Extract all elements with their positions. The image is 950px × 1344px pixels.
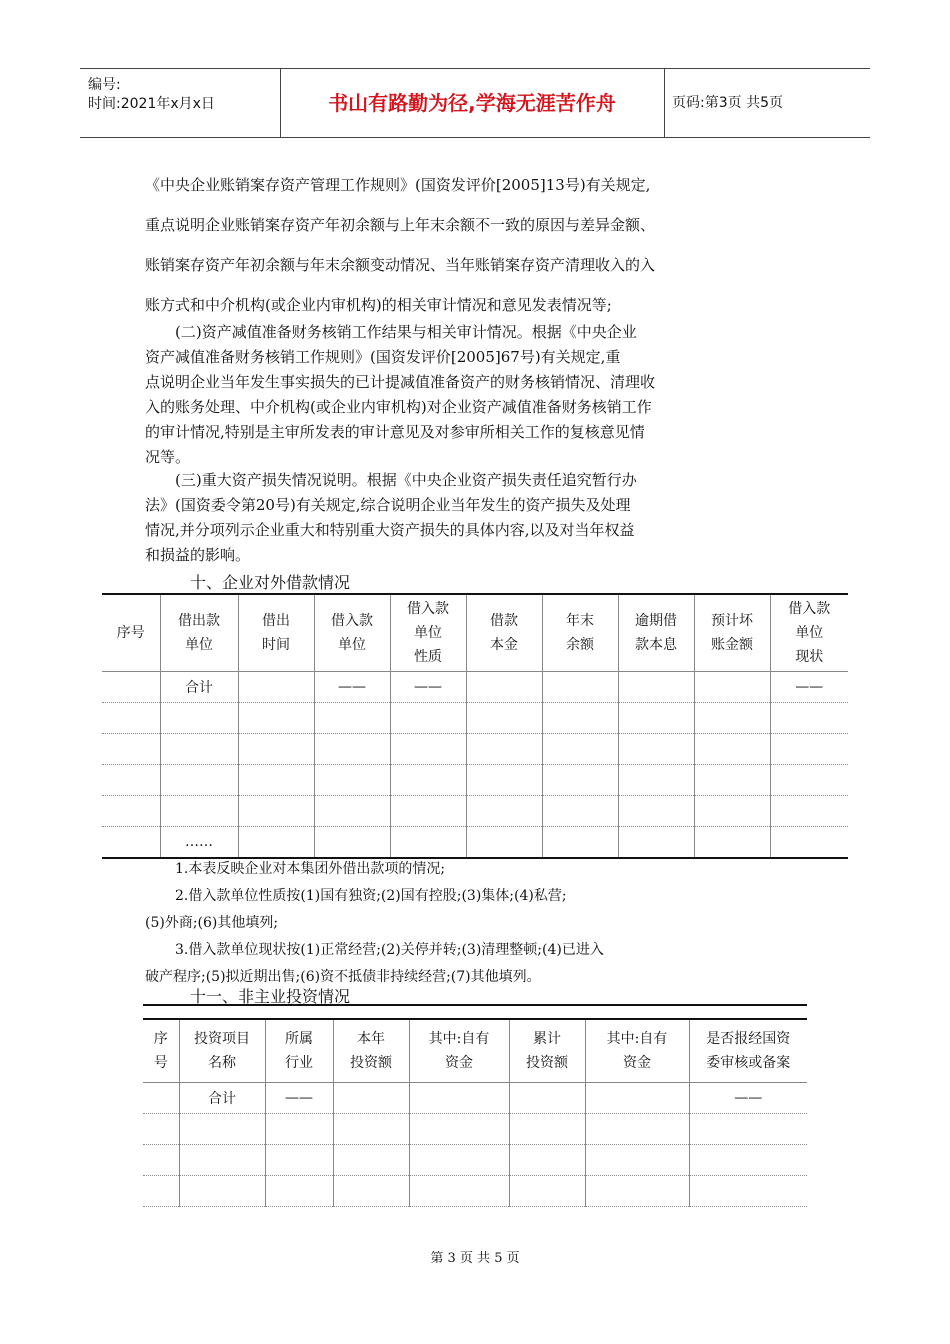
table-cell [694,703,770,734]
column-header [542,594,618,672]
table-row [102,672,848,703]
table-cell [694,765,770,796]
column-header [618,594,694,672]
table-cell [694,734,770,765]
table-cell [333,1176,409,1207]
table-cell [542,703,618,734]
table-cell [466,827,542,859]
table-cell [509,1114,585,1145]
table-cell [102,827,160,859]
table-row [102,796,848,827]
p1-line-1: 《中央企业账销案存资产管理工作规则》(国资发评价[2005]13号)有关规定, [145,176,651,194]
section-11-rule [143,1004,807,1006]
table-cell: —— [265,1083,333,1114]
column-header-line: 款本息 [635,637,677,653]
column-header-line: 行业 [285,1055,313,1071]
table-cell [542,765,618,796]
section-11-title: 十一、非主业投资情况 [190,987,351,1006]
table-cell [770,734,848,765]
table-cell [102,765,160,796]
table-cell [509,1145,585,1176]
column-header [143,1019,179,1083]
p1-line-4: 账方式和中介机构(或企业内审机构)的相关审计情况和意见发表情况等; [145,296,612,314]
table-row [143,1083,807,1114]
column-header [160,594,238,672]
table-cell: —— [390,672,466,703]
table-cell [314,765,390,796]
column-header [509,1019,585,1083]
table-cell [618,827,694,859]
column-header-line: 借入款 [331,613,373,629]
table-cell [333,1083,409,1114]
table-cell [509,1083,585,1114]
column-header-line: 累计 [533,1031,561,1047]
column-header [238,594,314,672]
column-header [694,594,770,672]
p3-line-4: 和损益的影响。 [145,546,251,564]
table-cell [179,1114,265,1145]
column-header-line: 是否报经国资 [706,1031,791,1047]
table-cell [143,1145,179,1176]
column-header-line: 时间 [262,637,290,653]
table-cell [390,796,466,827]
p2-line-5: 的审计情况,特别是主审所发表的审计意见及对参审所相关工作的复核意见情 [145,423,645,441]
column-header-line: 名称 [208,1055,236,1071]
external-loans-table [102,593,848,859]
column-header-line: 年末 [566,613,594,629]
p3-line-3: 情况,并分项列示企业重大和特别重大资产损失的具体内容,以及对当年权益 [145,521,635,539]
table-cell: 合计 [179,1083,265,1114]
note-1: 1.本表反映企业对本集团外借出款项的情况; [175,861,446,877]
column-header-line: 预计坏 [711,613,753,629]
column-header-line: 投资项目 [194,1031,250,1047]
note-3: 3.借入款单位现状按(1)正常经营;(2)关停并转;(3)清理整顿;(4)已进入 [175,942,604,958]
column-header [409,1019,509,1083]
table-cell [542,827,618,859]
table-cell [390,734,466,765]
column-header [102,594,160,672]
table-cell [143,1083,179,1114]
table-cell [143,1176,179,1207]
p2-line-1: (二)资产减值准备财务核销工作结果与相关审计情况。根据《中央企业 [175,323,637,341]
table-cell [466,703,542,734]
table-cell [542,734,618,765]
column-header-line: 借出款 [178,613,220,629]
column-header-line: 本金 [490,637,518,653]
p2-line-3: 点说明企业当年发生事实损失的已计提减值准备资产的财务核销情况、清理收 [145,373,656,391]
column-header [333,1019,409,1083]
table-cell [390,703,466,734]
table-header-row [102,594,848,672]
table-cell [585,1114,689,1145]
column-header [689,1019,807,1083]
table-cell [102,796,160,827]
table-row [102,734,848,765]
table-notes [145,856,825,991]
column-header-line: 单位 [414,625,442,641]
table-cell [409,1145,509,1176]
column-header-line: 单位 [185,637,213,653]
column-header [179,1019,265,1083]
column-header-line: 其中:自有 [606,1031,668,1047]
table-cell [238,765,314,796]
table-cell [585,1145,689,1176]
table-row [102,703,848,734]
column-header-line: 现状 [795,649,824,665]
table-cell [143,1114,179,1145]
table-cell [238,734,314,765]
column-header-line: 单位 [795,625,824,641]
column-header-line: 资金 [623,1055,651,1071]
column-header-line: 资金 [445,1055,473,1071]
column-header [314,594,390,672]
p1-line-2: 重点说明企业账销案存资产年初余额与上年末余额不一致的原因与差异金额、 [145,216,656,234]
table-row [143,1114,807,1145]
p1-line-3: 账销案存资产年初余额与年末余额变动情况、当年账销案存资产清理收入的入 [145,256,656,274]
column-header-line: 所属 [285,1031,313,1047]
table-cell [102,734,160,765]
column-header-line: 借出 [262,613,290,629]
table-cell [409,1176,509,1207]
column-header-line: 委审核或备案 [706,1055,791,1071]
column-header [770,594,848,672]
paragraph-2 [145,320,825,470]
column-header-line: 单位 [338,637,366,653]
column-header-line: 序 [153,1031,168,1047]
column-header-line: 本年 [357,1031,385,1047]
column-header-line: 借入款 [788,601,831,617]
table-cell [238,827,314,859]
table-cell [689,1145,807,1176]
table-cell [160,703,238,734]
table-cell [160,796,238,827]
table-row [102,827,848,859]
note-2-cont: (5)外商;(6)其他填列; [145,915,279,931]
table-cell [618,734,694,765]
table-cell [238,703,314,734]
table-cell [390,765,466,796]
table-cell [314,827,390,859]
table-row [143,1145,807,1176]
table-cell [585,1176,689,1207]
table-cell [314,734,390,765]
table-cell [409,1114,509,1145]
doc-time-label: 时间:2021年x月x日 [88,96,215,112]
column-header [390,594,466,672]
table-cell [466,765,542,796]
table-cell [102,672,160,703]
table-cell [542,672,618,703]
table-cell [618,796,694,827]
table-cell [466,796,542,827]
page-footer: 第 3 页 共 5 页 [430,1251,520,1266]
table-cell [466,734,542,765]
p3-line-1: (三)重大资产损失情况说明。根据《中央企业资产损失责任追究暂行办 [175,471,637,489]
p3-line-2: 法》(国资委令第20号)有关规定,综合说明企业当年发生的资产损失及处理 [145,496,631,514]
table-cell [770,703,848,734]
section-10-title: 十、企业对外借款情况 [190,573,351,592]
table-cell [179,1145,265,1176]
table-cell [694,672,770,703]
column-header-line: 借款 [490,613,518,629]
table-cell [694,827,770,859]
table-cell [618,765,694,796]
table-cell [265,1145,333,1176]
doc-code-label: 编号: [88,77,121,93]
table-cell [409,1083,509,1114]
table-cell [585,1083,689,1114]
table-cell [333,1114,409,1145]
table-cell [770,827,848,859]
p2-line-4: 入的账务处理、中介机构(或企业内审机构)对企业资产减值准备财务核销工作 [145,398,652,416]
note-3-cont: 破产程序;(5)拟近期出售;(6)资不抵债非持续经营;(7)其他填列。 [145,969,541,985]
column-header-line: 投资额 [350,1055,392,1071]
table-cell [770,765,848,796]
table-cell [333,1145,409,1176]
table-cell [160,765,238,796]
note-2: 2.借入款单位性质按(1)国有独资;(2)国有控股;(3)集体;(4)私营; [175,888,567,904]
paragraph-3 [145,468,825,568]
table-row [102,765,848,796]
table-cell: 合计 [160,672,238,703]
column-header-line: 投资额 [526,1055,568,1071]
column-header-line: 账金额 [711,637,753,653]
column-header-line: 其中:自有 [428,1031,490,1047]
column-header-line: 性质 [414,649,442,665]
table-cell [238,796,314,827]
column-header-line: 逾期借 [635,613,677,629]
column-header-line: 余额 [566,637,594,653]
table-cell [466,672,542,703]
table-cell [618,703,694,734]
header-meta [80,69,281,137]
page-header [80,68,870,138]
table-cell [160,734,238,765]
p2-line-2: 资产减值准备财务核销工作规则》(国资发评价[2005]67号)有关规定,重 [145,348,621,366]
table-cell: …… [160,827,238,859]
table-cell: —— [770,672,848,703]
table-header-row [143,1019,807,1083]
table-cell [179,1176,265,1207]
table-cell [542,796,618,827]
table-cell [265,1176,333,1207]
p2-line-6: 况等。 [145,448,191,466]
table-cell [618,672,694,703]
column-header [265,1019,333,1083]
column-header-line: 借入款 [407,601,449,617]
table-cell: —— [314,672,390,703]
table-cell [265,1114,333,1145]
table-row [143,1176,807,1207]
non-core-investment-table [143,1018,807,1207]
header-motto: 书山有路勤为径,学海无涯苦作舟 [280,69,665,137]
column-header-line: 序号 [116,625,145,641]
column-header [585,1019,689,1083]
table-cell [770,796,848,827]
table-cell [509,1176,585,1207]
table-cell [238,672,314,703]
header-page-label: 页码:第3页 共5页 [672,95,783,111]
table-cell [390,827,466,859]
table-cell [102,703,160,734]
column-header [466,594,542,672]
column-header-line: 号 [153,1055,168,1071]
table-cell [694,796,770,827]
table-cell [689,1114,807,1145]
table-cell [689,1176,807,1207]
table-cell [314,703,390,734]
table-cell: —— [689,1083,807,1114]
table-cell [314,796,390,827]
